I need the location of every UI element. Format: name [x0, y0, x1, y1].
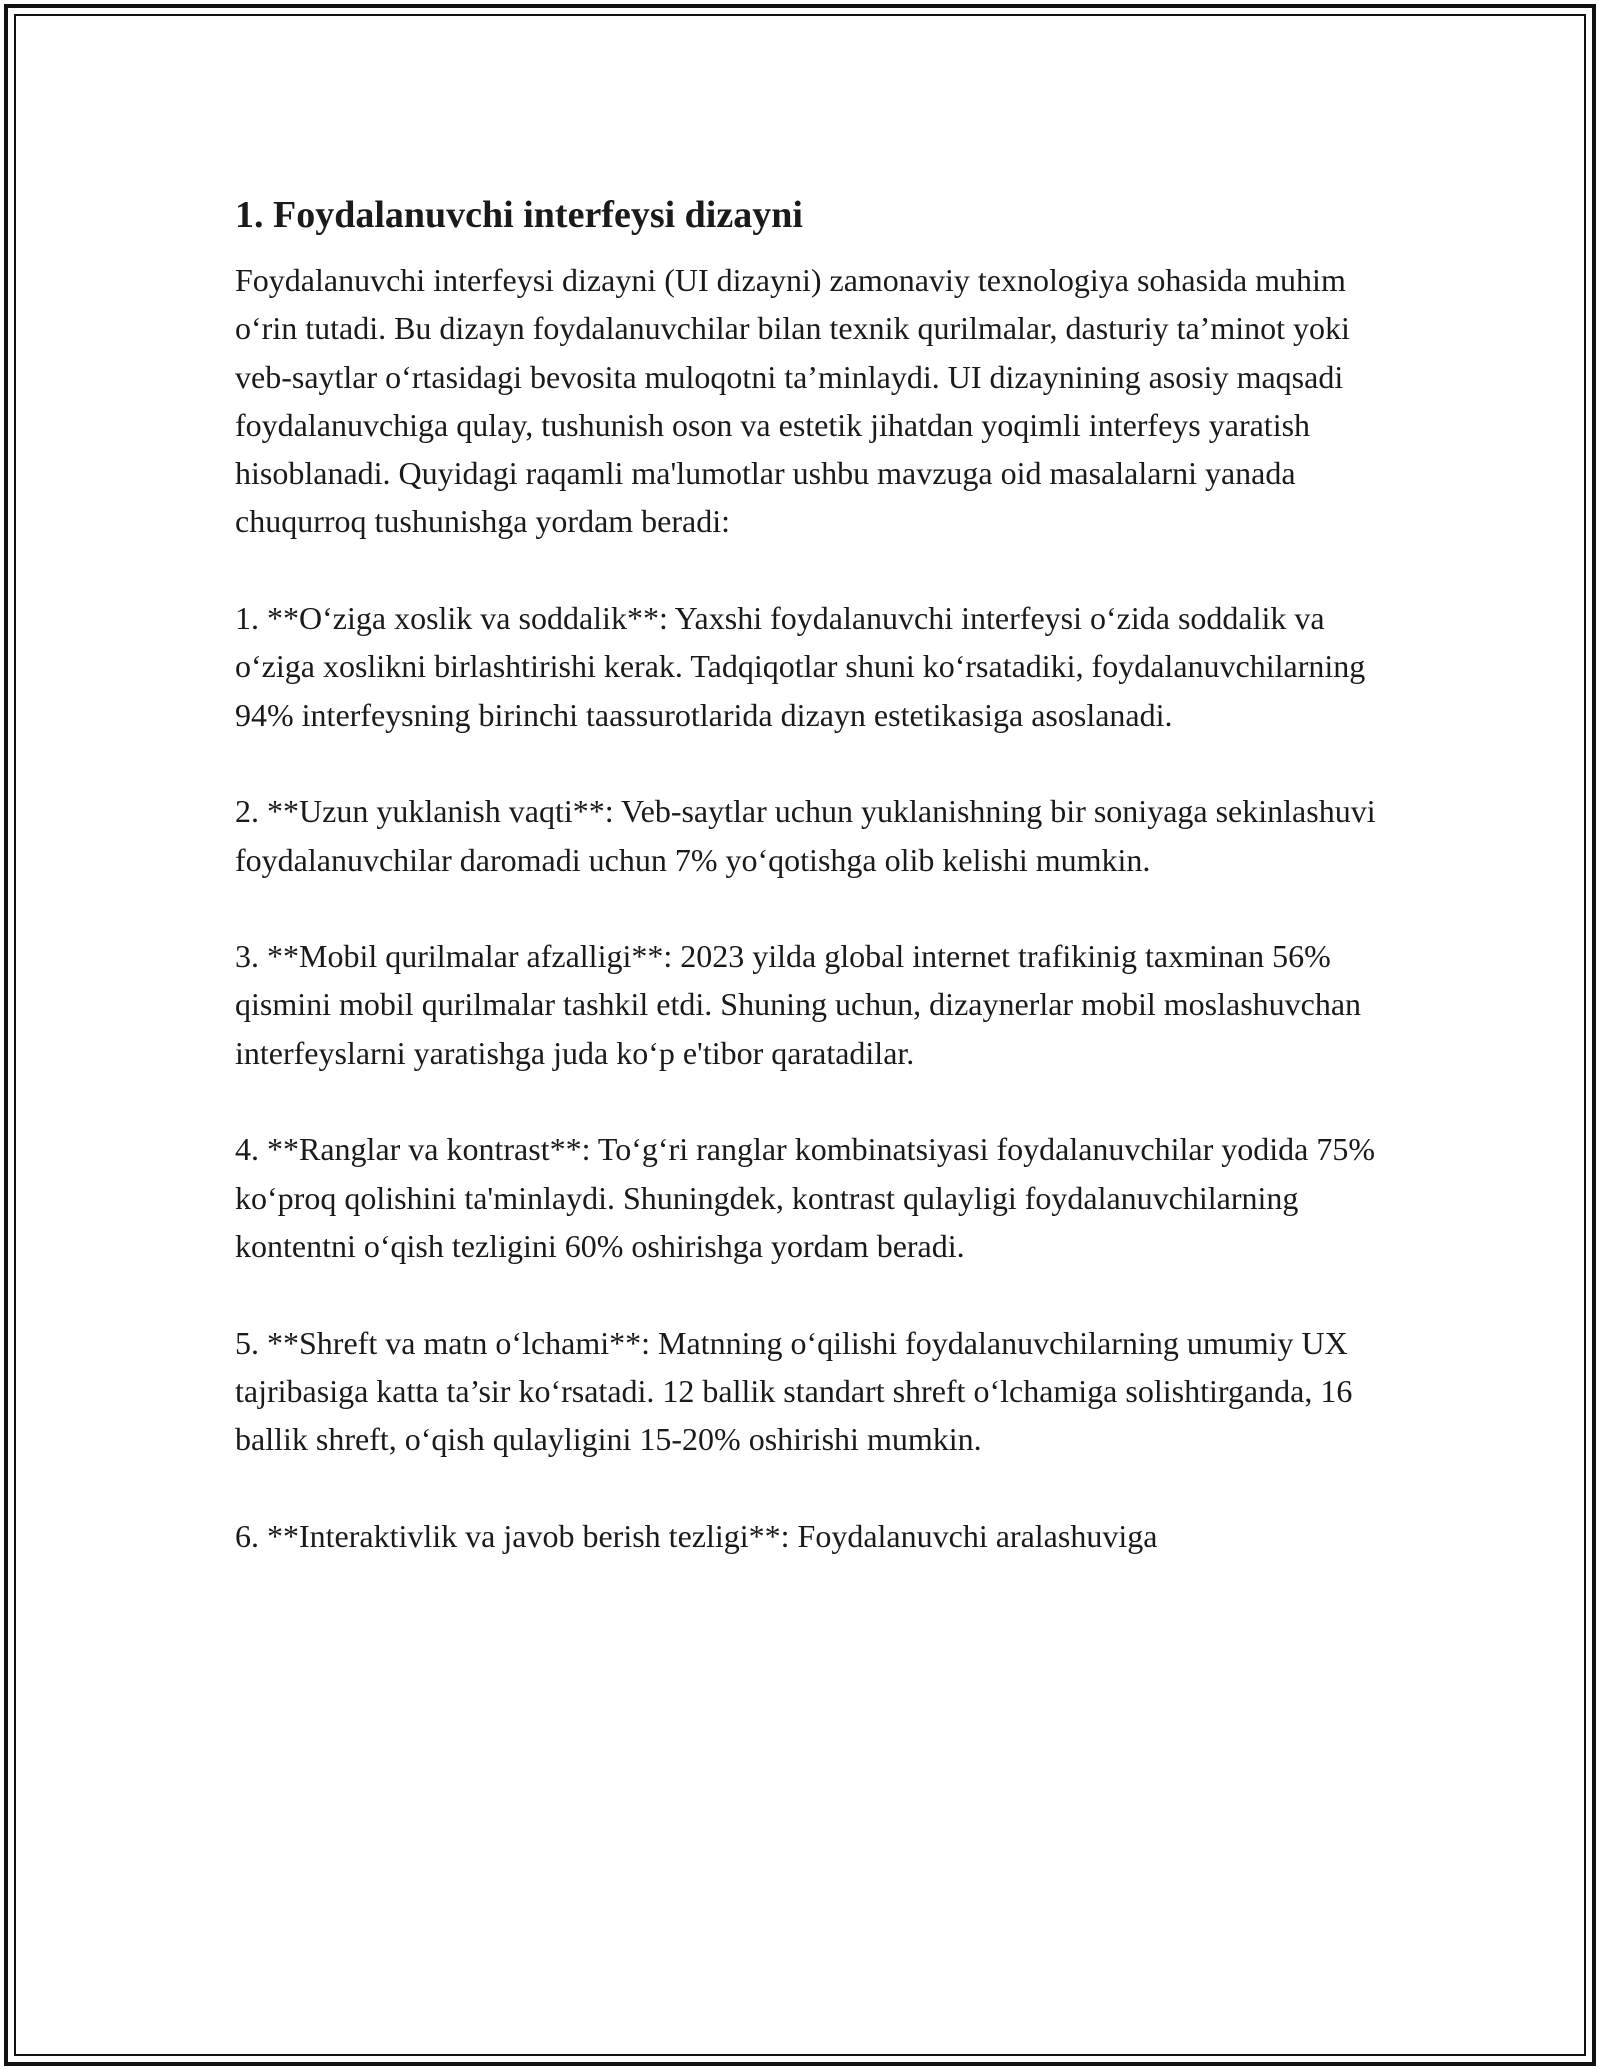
paragraph-spacer: [235, 1463, 1385, 1511]
document-page: [235, 190, 1385, 1560]
list-item-6: 6. **Interaktivlik va javob berish tezligi**: Foydalanuvchi aralashuviga: [235, 1517, 1158, 1554]
paragraph-spacer: [235, 546, 1385, 594]
list-item-3: 3. **Mobil qurilmalar afzalligi**: 2023 yilda global internet trafikinig taxminan 56% qismini mobil qurilmalar tashkil etdi. Shuning uchun, dizaynerlar mobil moslashuvchan interfeyslarni yaratishga juda ko‘p e'tibor qaratadilar.: [235, 938, 1362, 1071]
document-title: 1. Foydalanuvchi interfeysi dizayni: [235, 194, 803, 236]
intro-paragraph: Foydalanuvchi interfeysi dizayni (UI dizayni) zamonaviy texnologiya sohasida muhim o‘rin tutadi. Bu dizayn foydalanuvchilar bilan texnik qurilmalar, dasturiy ta’minot yoki veb-saytlar o‘rtasidagi bevosita muloqotni ta’minlaydi. UI dizaynining asosiy maqsadi foydalanuvchiga qulay, tushunish oson va estetik jihatdan yoqimli interfeys yaratish hisoblanadi. Quyidagi raqamli ma'lumotlar ushbu mavzuga oid masalalarni yanada chuqurroq tushunishga yordam beradi:: [235, 262, 1350, 540]
paragraph-spacer: [235, 739, 1385, 787]
list-item-4: 4. **Ranglar va kontrast**: To‘g‘ri ranglar kombinatsiyasi foydalanuvchilar yodida 75% ko‘proq qolishini ta'minlaydi. Shuningdek, kontrast qulayligi foydalanuvchilarning kontentni o‘qish tezligini 60% oshirishga yordam beradi.: [235, 1131, 1375, 1264]
paragraph-spacer: [235, 1270, 1385, 1318]
document-body: [235, 256, 1385, 1560]
paragraph-spacer: [235, 1077, 1385, 1125]
paragraph-spacer: [235, 884, 1385, 932]
list-item-5: 5. **Shreft va matn o‘lchami**: Matnning o‘qilishi foydalanuvchilarning umumiy UX tajribasiga katta ta’sir ko‘rsatadi. 12 ballik standart shreft o‘lchamiga solishtirganda, 16 ballik shreft, o‘qish qulayligini 15-20% oshirishi mumkin.: [235, 1324, 1353, 1458]
list-item-1: 1. **O‘ziga xoslik va soddalik**: Yaxshi foydalanuvchi interfeysi o‘zida soddalik va o‘ziga xoslikni birlashtirishi kerak. Tadqiqotlar shuni ko‘rsatadiki, foydalanuvchilarning 94% interfeysning birinchi taassurotlarida dizayn estetikasiga asoslanadi.: [235, 600, 1366, 733]
list-item-2: 2. **Uzun yuklanish vaqti**: Veb-saytlar uchun yuklanishning bir soniyaga sekinlashuvi foydalanuvchilar daromadi uchun 7% yo‘qotishga olib kelishi mumkin.: [235, 793, 1376, 878]
